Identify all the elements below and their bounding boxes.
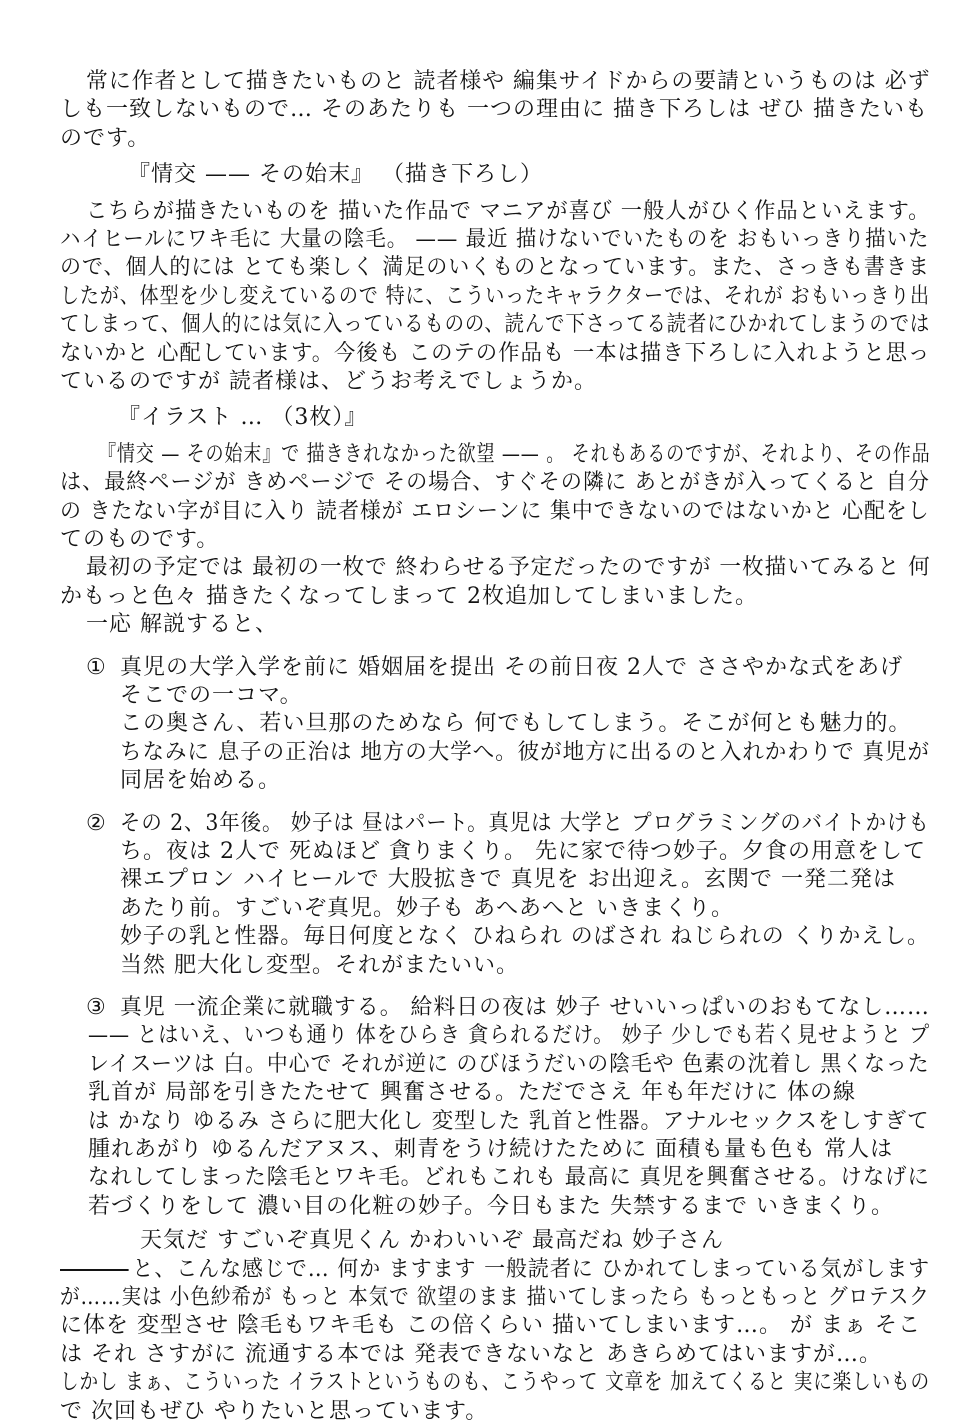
- section1-line-6: ないかと 心配しています。今後も このテの作品も 一本は描き下ろしに入れようと思っ: [60, 341, 931, 366]
- item3-line-8: 若づくりをして 濃い目の化粧の妙子。今日もまた 失禁するまで いきまくり。: [88, 1194, 894, 1219]
- item2-line-3: 裸エプロン ハイヒールで 大股拡きで 真児を お出迎え。玄関で 一発二発は: [120, 867, 896, 892]
- dash-rule: [60, 1269, 129, 1271]
- section1-line-2: ハイヒールにワキ毛に 大量の陰毛。 —— 最近 描けないでいたものを おもいっきり描いた: [60, 227, 930, 252]
- item2-line-6: 当然 肥大化し変型。それがまたいい。: [120, 953, 519, 978]
- section1-line-3: ので、個人的には とても楽しく 満足のいくものとなっています。また、さっきも書きま: [60, 255, 930, 280]
- section2-line-4: てのものです。: [60, 527, 220, 552]
- item3-line-3: レイスーツは 白。中心で それが逆に のびほうだいの陰毛や 色素の沈着し 黒くなった: [88, 1052, 930, 1077]
- section2-line-5: 最初の予定では 最初の一枚で 終わらせる予定だったのですが 一枚描いてみると 何: [86, 555, 931, 580]
- item-number-2: ②: [86, 811, 107, 836]
- item1-line-2: そこでの一コマ。: [120, 683, 303, 708]
- section2-line-6: かもっと色々 描きたくなってしまって 2枚追加してしまいました。: [60, 584, 758, 609]
- item1-line-1: 真児の大学入学を前に 婚姻届を提出 その前日夜 2人で ささやかな式をあげ: [120, 655, 903, 680]
- item3-line-6: 腫れあがり ゆるんだアヌス、刺青をうけ続けたために 面積も量も色も 常人は: [88, 1137, 894, 1162]
- section1-line-1: こちらが描きたいものを 描いた作品で マニアが喜び 一般人がひく作品といえます。: [86, 199, 931, 224]
- item1-line-3: この奥さん、若い旦那のためなら 何でもしてしまう。そこが何とも魅力的。: [120, 711, 912, 736]
- item2-line-4: あたり前。すごいぞ真児。妙子も あへあへと いきまくり。: [120, 896, 734, 921]
- item1-line-4: ちなみに 息子の正治は 地方の大学へ。彼が地方に出るのと入れかわりで 真児が: [120, 740, 930, 765]
- intro-line-3: のです。: [60, 126, 151, 151]
- closing-line-2: が……実は 小色紗希が もっと 本気で 欲望のまま 描いてしまったら もっともっと グロテスク: [60, 1285, 930, 1310]
- section-heading-2: 『イラスト … （3枚）』: [118, 405, 368, 430]
- item-number-3: ③: [86, 995, 107, 1020]
- item3-line-4: 乳首が 局部を引きたたせて 興奮させる。ただでさえ 年も年だけに 体の線: [88, 1080, 856, 1105]
- section1-line-5: てしまって、個人的には気に入っているものの、読んで下さってる読者にひかれてしまうのでは: [60, 312, 931, 337]
- closing-quote-visible: 天気だ すごいぞ真児くん かわいいぞ 最高だね 妙子さん: [140, 1228, 724, 1253]
- item3-line-5: は かなり ゆるみ さらに肥大化し 変型した 乳首と性器。アナルセックスをしすぎて: [88, 1109, 930, 1134]
- item2-line-2: ち。夜は 2人で 死ぬほど 貪りまくり。 先に家で待つ妙子。夕食の用意をして: [120, 839, 926, 864]
- item2-line-5: 妙子の乳と性器。毎日何度となく ひねられ のばされ ねじられの くりかえし。: [120, 924, 930, 949]
- section2-line-3: の きたない字が目に入り 読者様が エロシーンに 集中できないのではないかと 心配をし: [60, 499, 930, 524]
- item-number-1: ①: [86, 655, 107, 680]
- intro-line-1: 常に作者として描きたいものと 読者様や 編集サイドからの要請というものは 必ず: [86, 69, 931, 94]
- item2-line-1: その 2、3年後。 妙子は 昼はパート。真児は 大学と プログラミングのバイトかけも: [120, 811, 930, 836]
- section-heading-1: 『情交 —— その始末』 （描き下ろし）: [128, 162, 543, 187]
- closing-line-3: に体を 変型させ 陰毛もワキ毛も この倍くらい 描いてしまいます…。 が まぁ そこ: [60, 1313, 921, 1338]
- closing-line-1-text: と、こんな感じで… 何か ますます 一般読者に ひかれてしまっている気がします: [132, 1257, 931, 1282]
- closing-line-6: で 次回もぜひ やりたいと思っています。: [60, 1399, 489, 1424]
- item1-line-5: 同居を始める。: [120, 768, 282, 793]
- closing-line-5: しかし まぁ、こういった イラストというものも、こうやって 文章を 加えてくると 実に楽しいもの: [60, 1370, 930, 1395]
- intro-line-2: しも一致しないもので… そのあたりも 一つの理由に 描き下ろしは ぜひ 描きたいも: [60, 97, 928, 122]
- item3-line-1: 真児 一流企業に就職する。 給料日の夜は 妙子 せいいっぱいのおもてなし……: [120, 995, 930, 1020]
- item3-line-7: なれしてしまった陰毛とワキ毛。どれもこれも 最高に 真児を興奮させる。けなげに: [88, 1165, 930, 1190]
- section2-line-7: 一応 解説すると、: [86, 612, 278, 637]
- section1-line-7: ているのですが 読者様は、どうお考えでしょうか。: [60, 369, 597, 394]
- closing-line-4: は それ さすがに 流通する本では 発表できないなと あきらめてはいますが…。: [60, 1342, 882, 1367]
- section2-line-2: は、最終ページが きめページで その場合、すぐその隣に あとがきが入ってくると 自分: [60, 470, 930, 495]
- section2-line-1: 『情交 — その始末』で 描ききれなかった欲望 —— 。 それもあるのですが、それより、その作品: [98, 442, 931, 467]
- closing-line-1: [60, 1256, 930, 1284]
- item3-line-2: —— とはいえ、いつも通り 体をひらき 貪られるだけ。 妙子 少しでも若く見せようと プ: [88, 1023, 931, 1048]
- section1-line-4: したが、体型を少し変えているので 特に、こういったキャラクターでは、それが おもいっきり出: [60, 284, 930, 309]
